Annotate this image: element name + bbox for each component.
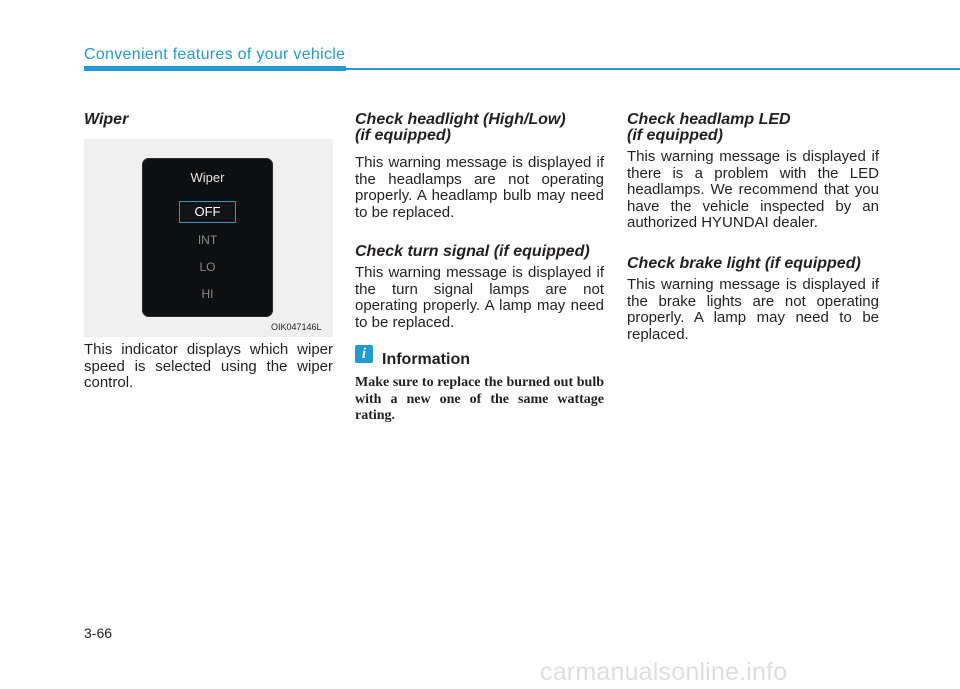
page-number: 3-66 (84, 625, 113, 641)
wiper-heading: Wiper (84, 111, 129, 128)
figure-code: OIK047146L (271, 322, 322, 332)
headlight-heading-line1: Check headlight (High/Low) (355, 111, 566, 128)
headlight-heading-line2: (if equipped) (355, 127, 451, 144)
turn-signal-heading: Check turn signal (if equipped) (355, 243, 590, 260)
brake-light-body: This warning message is displayed if the brake lights are not operating properly. A lamp may need to be replaced. (627, 276, 879, 343)
selected-option: OFF (194, 204, 221, 219)
header-accent-bar (84, 66, 346, 71)
info-icon: i (355, 345, 373, 363)
chapter-title: Convenient features of your vehicle (84, 46, 346, 63)
headlamp-led-heading-line1: Check headlamp LED (627, 111, 791, 128)
headlamp-led-body: This warning message is displayed if there is a problem with the LED headlamps. We recommend that you have the vehicle inspected by an authorized HYUNDAI dealer. (627, 148, 879, 231)
turn-signal-body: This warning message is displayed if the turn signal lamps are not operating properly. A lamp may need to be replaced. (355, 264, 604, 331)
info-body: Make sure to replace the burned out bulb with a new one of the same wattage rating. (355, 375, 604, 423)
brake-light-heading: Check brake light (if equipped) (627, 255, 861, 272)
headlamp-led-heading-line2: (if equipped) (627, 127, 723, 144)
wiper-body: This indicator displays which wiper speed is selected using the wiper control. (84, 341, 333, 391)
watermark: carmanualsonline.info (540, 658, 788, 686)
headlight-body: This warning message is displayed if the headlamps are not operating properly. A headlamp bulb may need to be replaced. (355, 154, 604, 221)
display-title: Wiper (190, 170, 225, 185)
option-lo: LO (199, 260, 216, 274)
info-title: Information (382, 351, 470, 368)
option-int: INT (197, 233, 218, 247)
header-rule (346, 68, 960, 70)
option-hi: HI (201, 287, 214, 301)
